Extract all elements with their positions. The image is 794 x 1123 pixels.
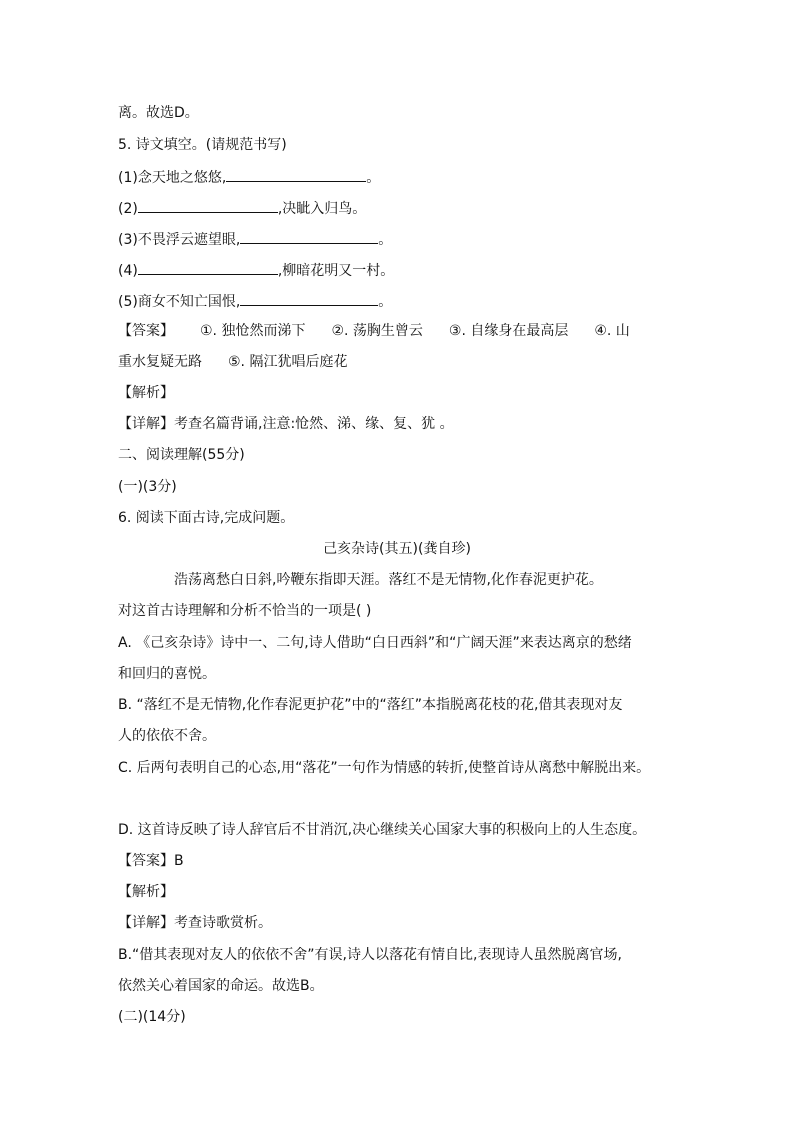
option-b-continued: 人的依依不舍。: [118, 728, 216, 744]
poem-text: 浩荡离愁白日斜,吟鞭东指即天涯。落红不是无情物,化作春泥更护花。: [174, 572, 603, 588]
item-text: 。: [366, 170, 381, 186]
answer-item: ④. 山: [594, 323, 630, 339]
detail-explanation: 【详解】考查诗歌赏析。: [118, 915, 272, 931]
fill-blank-item-3: [118, 228, 392, 250]
explanation-line: B.“借其表现对友人的依依不舍”有误,诗人以落花有情自比,表现诗人虽然脱离官场,: [118, 947, 622, 963]
answer-line: [118, 321, 630, 341]
answer-tag: 【答案】: [118, 323, 174, 339]
answer-line: 【答案】B: [118, 853, 184, 869]
answer-blank: [138, 259, 278, 275]
answer-blank: [240, 290, 378, 306]
option-b: B. “落红不是无情物,化作春泥更护花”中的“落红”本指脱离花枝的花,借其表现对友: [118, 697, 623, 713]
item-text: (1)念天地之悠悠,: [118, 170, 227, 186]
question-prompt: 对这首古诗理解和分析不恰当的一项是( ): [118, 603, 372, 619]
analysis-tag: 【解析】: [118, 884, 174, 900]
answer-blank: [138, 197, 278, 213]
item-text: 。: [378, 232, 393, 248]
answer-item: ③. 自缘身在最高层: [448, 323, 569, 339]
question-6-heading: 6. 阅读下面古诗,完成问题。: [118, 510, 295, 526]
answer-blank: [226, 166, 366, 182]
part-heading: (一)(3分): [118, 479, 177, 495]
poem-title: 己亥杂诗(其五)(龚自珍): [323, 541, 471, 557]
answer-item: ①. 独怆然而涕下: [200, 323, 306, 339]
item-text: ,决眦入归鸟。: [277, 201, 367, 217]
option-d: D. 这首诗反映了诗人辞官后不甘消沉,决心继续关心国家大事的积极向上的人生态度。: [118, 822, 647, 838]
answer-item: 重水复疑无路: [118, 354, 202, 370]
answer-blank: [240, 228, 378, 244]
fill-blank-item-1: [118, 166, 380, 188]
item-text: (2): [118, 201, 138, 217]
question-5-heading: 5. 诗文填空。(请规范书写): [118, 137, 287, 153]
option-c: C. 后两句表明自己的心态,用“落花”一句作为情感的转折,使整首诗从离愁中解脱出来。: [118, 760, 651, 776]
answer-item: ⑤. 隔江犹唱后庭花: [228, 354, 348, 370]
part-heading: (二)(14分): [118, 1009, 186, 1025]
item-text: ,柳暗花明又一村。: [277, 263, 395, 279]
option-a: A. 《己亥杂诗》诗中一、二句,诗人借助“白日西斜”和“广阔天涯”来表达离京的愁绪: [118, 635, 632, 651]
fill-blank-item-5: [118, 290, 392, 312]
fill-blank-item-4: [118, 259, 394, 281]
option-a-continued: 和回归的喜悦。: [118, 666, 216, 682]
answer-line-continued: [118, 352, 347, 372]
section-heading: 二、阅读理解(55分): [118, 447, 245, 463]
fill-blank-item-2: [118, 197, 366, 219]
detail-explanation: 【详解】考查名篇背诵,注意:怆然、涕、缘、复、犹 。: [118, 416, 454, 432]
text-line: 离。故选D。: [118, 105, 199, 121]
item-text: (4): [118, 263, 138, 279]
explanation-line-continued: 依然关心着国家的命运。故选B。: [118, 978, 324, 994]
item-text: (5)商女不知亡国恨,: [118, 294, 241, 310]
analysis-tag: 【解析】: [118, 385, 174, 401]
answer-item: ②. 荡胸生曾云: [331, 323, 423, 339]
item-text: 。: [378, 294, 393, 310]
item-text: (3)不畏浮云遮望眼,: [118, 232, 241, 248]
